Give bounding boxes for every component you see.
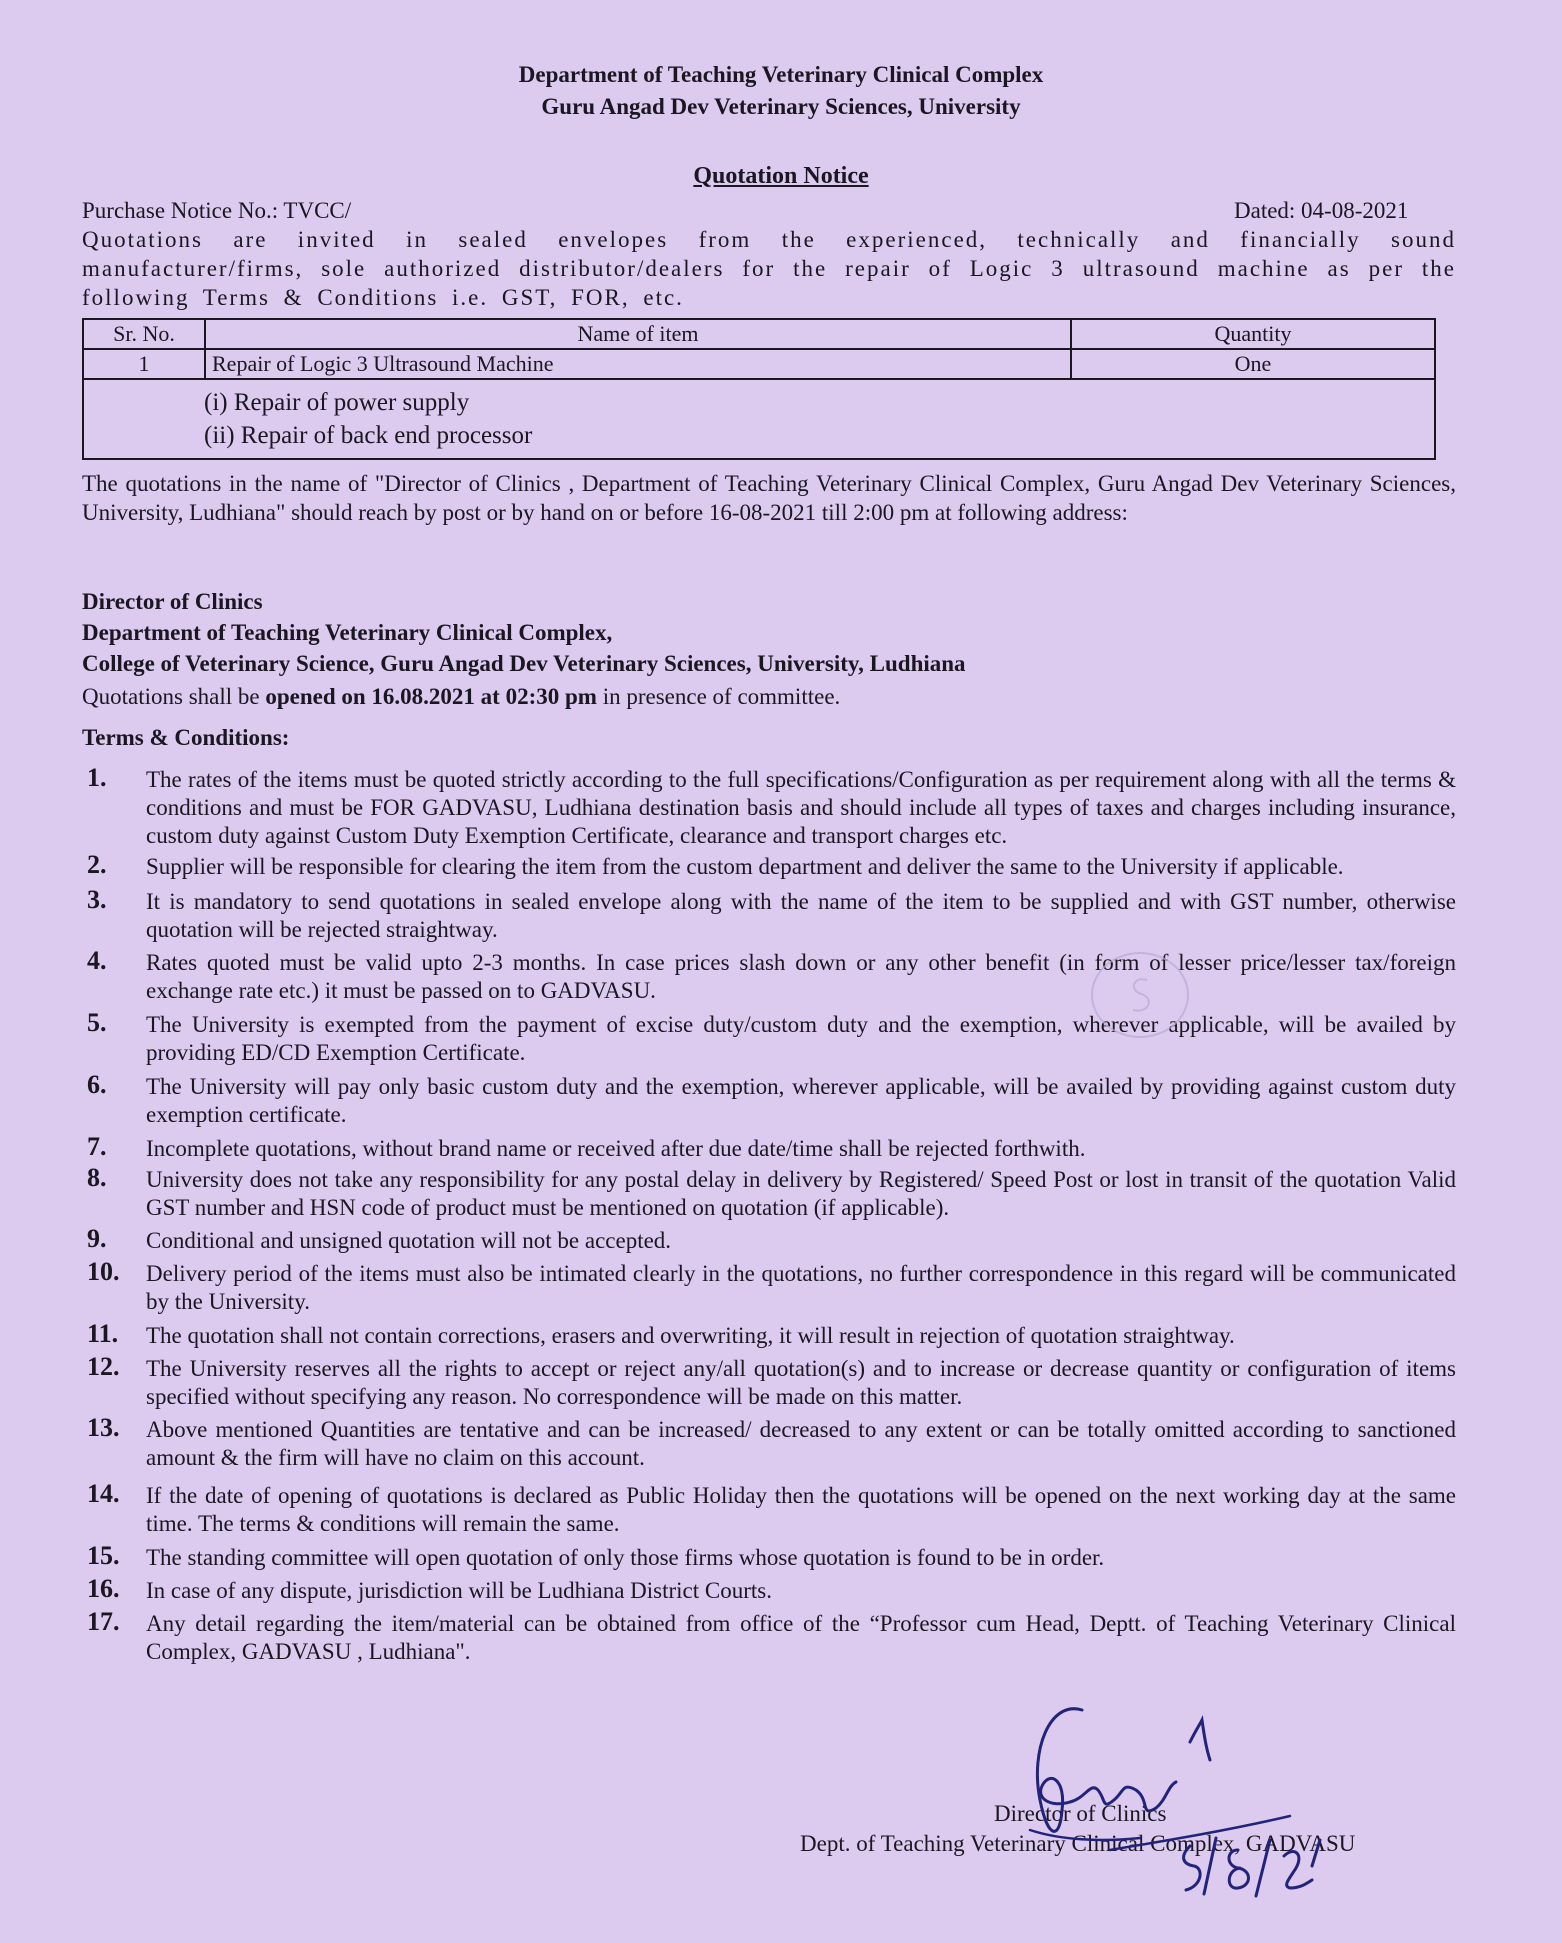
terms-heading: Terms & Conditions: [82, 725, 290, 750]
term-text: It is mandatory to send quotations in sealed envelope along with the name of the item to be supplied and with GST number, otherwise quotation will be rejected straightway. [146, 889, 1456, 942]
term-text: Incomplete quotations, without brand name or received after due date/time shall be rejected forthwith. [146, 1136, 1086, 1161]
term-number: 16. [87, 1574, 120, 1603]
term-text: Conditional and unsigned quotation will not be accepted. [146, 1228, 672, 1253]
department-header: Department of Teaching Veterinary Clinical Complex [518, 62, 1044, 87]
term-text: University does not take any responsibility for any postal delay in delivery by Registered/ Speed Post or lost in transit of the quotation Valid GST number and HSN code of product must be mentioned on quotation (if applicable). [146, 1167, 1456, 1220]
row-item-name: Repair of Logic 3 Ultrasound Machine [205, 349, 1071, 379]
signatory-department: Dept. of Teaching Veterinary Clinical Complex, GADVASU [800, 1831, 1356, 1856]
signatory-title: Director of Clinics [994, 1801, 1167, 1826]
row-quantity: One [1071, 349, 1435, 379]
list-item [82, 1541, 1456, 1572]
list-item [82, 1163, 1456, 1222]
term-number: 6. [87, 1070, 107, 1099]
term-number: 13. [87, 1413, 120, 1442]
opening-statement [82, 684, 840, 710]
term-number: 17. [87, 1607, 120, 1636]
term-number: 7. [87, 1132, 107, 1161]
term-text: The rates of the items must be quoted strictly according to the full specifications/Configuration as per requirement along with all the terms & conditions and must be FOR GADVASU, Ludhiana destination basis and should include all types of taxes and charges including insurance, custom duty against Custom Duty Exemption Certificate, clearance and transport charges etc. [146, 767, 1456, 848]
list-item [82, 1008, 1456, 1067]
list-item [82, 850, 1456, 881]
sub-items-row [83, 379, 1435, 459]
sub-items-cell [83, 379, 1435, 459]
term-text: Delivery period of the items must also be intimated clearly in the quotations, no further correspondence in this regard will be communicated by the University. [146, 1261, 1456, 1314]
table-header-row [83, 319, 1435, 349]
terms-list [82, 763, 1456, 1666]
term-number: 15. [87, 1541, 120, 1570]
university-header: Guru Angad Dev Veterinary Sciences, University [541, 94, 1021, 119]
term-number: 4. [87, 946, 107, 975]
notice-date: Dated: 04-08-2021 [1234, 198, 1409, 223]
address-line: Department of Teaching Veterinary Clinical Complex, [82, 620, 613, 645]
handwritten-signature [990, 1690, 1350, 1940]
list-item [82, 885, 1456, 944]
term-text: In case of any dispute, jurisdiction will be Ludhiana District Courts. [146, 1578, 772, 1603]
list-item [82, 763, 1456, 850]
items-table [82, 318, 1436, 460]
term-text: The University will pay only basic custom duty and the exemption, wherever applicable, will be availed by providing against custom duty exemption certificate. [146, 1074, 1456, 1127]
term-number: 9. [87, 1224, 107, 1253]
term-number: 1. [87, 763, 107, 792]
list-item [82, 1132, 1456, 1163]
table-row [83, 349, 1435, 379]
term-text: Any detail regarding the item/material can be obtained from office of the “Professor cum Head, Deptt. of Teaching Veterinary Clinical Complex, GADVASU , Ludhiana". [146, 1611, 1456, 1664]
term-text: The quotation shall not contain corrections, erasers and overwriting, it will result in rejection of quotation straightway. [146, 1323, 1235, 1348]
list-item [82, 946, 1456, 1005]
term-number: 5. [87, 1008, 107, 1037]
term-number: 12. [87, 1352, 120, 1381]
term-text: Rates quoted must be valid upto 2-3 months. In case prices slash down or any other benefit (in form of lesser price/lesser tax/foreign exchange rate etc.) it must be passed on to GADVASU. [146, 950, 1456, 1003]
address-line: College of Veterinary Science, Guru Angad Dev Veterinary Sciences, University, Ludhiana [82, 651, 966, 676]
term-number: 3. [87, 885, 107, 914]
term-number: 11. [87, 1319, 119, 1348]
notice-title: Quotation Notice [693, 163, 869, 189]
address-line: Director of Clinics [82, 589, 263, 614]
list-item [82, 1607, 1456, 1666]
list-item [82, 1257, 1456, 1316]
list-item [82, 1070, 1456, 1129]
term-text: If the date of opening of quotations is declared as Public Holiday then the quotations will be opened on the next working day at the same time. The terms & conditions will remain the same. [146, 1483, 1456, 1536]
list-item [82, 1413, 1456, 1472]
intro-paragraph: Quotations are invited in sealed envelopes from the experienced, technically and financially sound manufacturer/firms, sole authorized distributor/dealers for the repair of Logic 3 ultrasound machine as per the following Terms & Conditions i.e. GST, FOR, etc. [82, 227, 1456, 310]
term-text: The University reserves all the rights to accept or reject any/all quotation(s) and to increase or decrease quantity or configuration of items specified without specifying any reason. No correspondence will be made on this matter. [146, 1356, 1456, 1409]
list-item [82, 1319, 1456, 1350]
row-sr-no: 1 [83, 349, 205, 379]
opening-pre: Quotations shall be [82, 684, 266, 709]
term-text: Supplier will be responsible for clearing the item from the custom department and deliver the same to the University if applicable. [146, 854, 1344, 879]
header-quantity: Quantity [1071, 319, 1435, 349]
sub-item: (ii) Repair of back end processor [204, 422, 533, 449]
term-text: The standing committee will open quotation of only those firms whose quotation is found to be in order. [146, 1545, 1105, 1570]
term-number: 14. [87, 1479, 120, 1508]
term-number: 8. [87, 1163, 107, 1192]
header-item-name: Name of item [205, 319, 1071, 349]
list-item [82, 1224, 1456, 1255]
sub-item: (i) Repair of power supply [204, 389, 470, 416]
list-item [82, 1352, 1456, 1411]
term-number: 2. [87, 850, 107, 879]
purchase-notice-number: Purchase Notice No.: TVCC/ [82, 198, 352, 223]
list-item [82, 1574, 1456, 1605]
list-item [82, 1479, 1456, 1538]
submission-paragraph: The quotations in the name of "Director of Clinics , Department of Teaching Veterinary Clinical Complex, Guru Angad Dev Veterinary Sciences, University, Ludhiana" should reach by post or by hand on or before 16-08-2021 till 2:00 pm at following address: [82, 471, 1456, 525]
term-text: Above mentioned Quantities are tentative and can be increased/ decreased to any extent or can be totally omitted according to sanctioned amount & the firm will have no claim on this account. [146, 1417, 1456, 1470]
term-text: The University is exempted from the payment of excise duty/custom duty and the exemption, wherever applicable, will be availed by providing ED/CD Exemption Certificate. [146, 1012, 1456, 1065]
opening-date: opened on 16.08.2021 at 02:30 pm [265, 684, 597, 709]
faint-stamp-mark [1085, 940, 1195, 1050]
header-sr-no: Sr. No. [83, 319, 205, 349]
term-number: 10. [87, 1257, 120, 1286]
opening-post: in presence of committee. [596, 684, 841, 709]
